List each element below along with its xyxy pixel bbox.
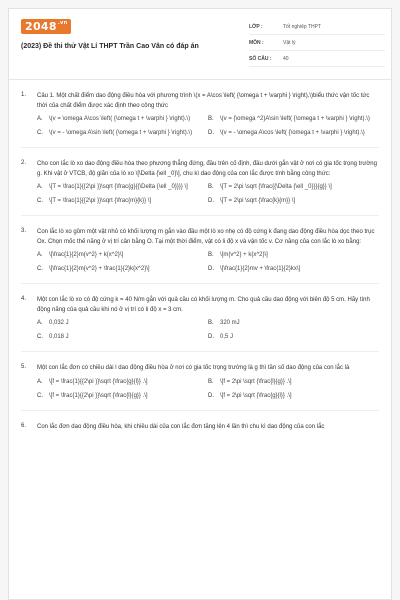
question-5 (21, 364, 379, 411)
option-letter: D. (208, 130, 214, 136)
option-letter: C. (37, 266, 43, 272)
meta-row-subject (249, 35, 385, 51)
question-number: 5. (21, 364, 27, 370)
meta-value: 40 (283, 55, 289, 62)
option-c[interactable] (37, 333, 208, 342)
option-d[interactable] (208, 392, 379, 401)
option-a[interactable] (37, 251, 208, 260)
question-2 (21, 160, 379, 216)
option-letter: A. (37, 252, 43, 258)
option-text: \[f = \frac{1}{{2\pi }}\sqrt {\frac{l}{g}} .\] (49, 392, 148, 399)
option-a[interactable] (37, 378, 208, 387)
question-number: 4. (21, 296, 27, 302)
option-letter: A. (37, 378, 43, 385)
option-c[interactable] (37, 129, 208, 138)
option-text: \[T = 2\pi \sqrt {\frac{k}{m}} \] (220, 198, 296, 204)
option-c[interactable] (37, 197, 208, 206)
meta-row-class (249, 19, 385, 35)
option-letter: B. (208, 378, 214, 385)
option-text: 0,5 J (220, 334, 234, 340)
option-text: 0,032 J (49, 320, 69, 326)
meta-label: SỐ CÂU : (249, 55, 272, 62)
option-text: \(v = {\omega ^2}A\sin \left( {\omega t + \varphi } \right).\) (220, 116, 370, 122)
option-letter: D. (208, 392, 214, 399)
option-text: \[T = 2\pi \sqrt {\frac{{\Delta {\ell _0}}}{g}} \] (220, 184, 332, 190)
option-text: \[T = \frac{1}{{2\pi }}\sqrt {\frac{g}{{\Delta {\ell _0}}}} \] (49, 184, 188, 190)
question-text: Một con lắc đơn có chiều dài l dao động điều hòa ở nơi có gia tốc trọng trường là g thì tần số dao động của con lắc là (37, 365, 350, 371)
option-letter: B. (208, 252, 214, 258)
question-number: 1. (21, 92, 27, 98)
option-b[interactable] (208, 115, 379, 124)
option-a[interactable] (37, 319, 208, 328)
option-d[interactable] (208, 265, 379, 274)
logo-suffix: .vn (57, 20, 68, 26)
option-text: 0,018 J (49, 334, 69, 340)
logo-text: 2048 (25, 20, 57, 33)
option-text: \[f = 2\pi \sqrt {\frac{g}{l}} .\] (220, 392, 292, 399)
answer-options (37, 378, 379, 406)
question-text: Con lắc lò xo gồm một vật nhỏ có khối lượng m gắn vào đầu một lò xo nhẹ có độ cứng k đang dao động điều hòa dọc theo trục Ox. Chọn mốc thế năng ở vị trí cân bằng O. Tại một thời điểm, vật có li độ x và vận tốc v. Cơ năng của con lắc lò xo bằng: (37, 229, 375, 245)
question-text: Cho con lắc lò xo dao động điều hòa theo phương thẳng đứng, đầu trên cố định, đầu dưới gắn vật ở nơi có gia tốc trọng trường g. Khi vật ở VTCB, độ giãn của lò xo \[\Delta {\ell _0}\], chu kì dao động của con lắc được tính bằng công thức: (37, 161, 377, 177)
question-text: Câu 1. Một chất điểm dao động điều hòa với phương trình \(x = A\cos \left( {\omega t + \varphi } \right),\)biểu thức vận tốc tức thời của chất điểm được xác định theo công thức (37, 93, 370, 109)
option-c[interactable] (37, 392, 208, 401)
meta-label: LỚP : (249, 23, 263, 30)
option-letter: A. (37, 320, 43, 326)
option-text: \(v = \omega A\cos \left( {\omega t + \varphi } \right).\) (49, 116, 191, 122)
meta-value: Tốt nghiệp THPT (283, 23, 321, 30)
option-letter: B. (208, 320, 214, 326)
answer-options (37, 183, 379, 211)
question-text: Con lắc đơn dao động điều hòa, khi chiều dài của con lắc đơn tăng lên 4 lần thì chu kì dao động của con lắc (37, 423, 325, 430)
option-text: \(v = - \omega A\cos \left( {\omega t + \varphi } \right).\) (220, 130, 365, 136)
question-1 (21, 92, 379, 148)
option-b[interactable] (208, 319, 379, 328)
question-list (9, 92, 391, 432)
option-text: \[\frac{1}{2}mv + \frac{1}{2}kx\] (220, 266, 301, 272)
site-logo[interactable] (21, 19, 71, 34)
option-d[interactable] (208, 197, 379, 206)
option-c[interactable] (37, 265, 208, 274)
option-letter: A. (37, 116, 43, 122)
option-a[interactable] (37, 183, 208, 192)
answer-options (37, 115, 379, 143)
option-letter: D. (208, 198, 214, 204)
option-b[interactable] (208, 378, 379, 387)
option-text: \(v = - \omega A\sin \left( {\omega t + \varphi } \right).\) (49, 130, 193, 136)
option-text: \[T = \frac{1}{{2\pi }}\sqrt {\frac{m}{k}} \] (49, 198, 152, 204)
option-letter: D. (208, 266, 214, 272)
meta-value: Vật lý (283, 39, 296, 46)
meta-label: MÔN : (249, 39, 264, 46)
answer-options (37, 319, 379, 347)
option-letter: C. (37, 334, 43, 340)
option-letter: C. (37, 130, 43, 136)
option-text: \[m{v^2} + k{x^2}\] (220, 252, 268, 258)
option-text: \[\frac{1}{2}m{v^2} + k{x^2}\] (49, 252, 124, 258)
option-text: \[f = \frac{1}{{2\pi }}\sqrt {\frac{g}{l}} .\] (49, 378, 148, 385)
meta-table (249, 19, 385, 67)
question-number: 2. (21, 160, 27, 166)
option-a[interactable] (37, 115, 208, 124)
option-letter: C. (37, 392, 43, 399)
option-letter: B. (208, 116, 214, 122)
option-b[interactable] (208, 183, 379, 192)
option-text: \[\frac{1}{2}m{v^2} + \frac{1}{2}k{x^2}\] (49, 266, 150, 272)
question-6 (21, 423, 379, 433)
document-header (9, 9, 391, 80)
question-number: 6. (21, 422, 27, 429)
answer-options (37, 251, 379, 279)
option-d[interactable] (208, 129, 379, 138)
question-3 (21, 228, 379, 284)
option-d[interactable] (208, 333, 379, 342)
option-letter: B. (208, 184, 214, 190)
option-letter: D. (208, 334, 214, 340)
question-4 (21, 296, 379, 352)
question-text: Một con lắc lò xo có độ cứng k = 40 N/m gắn với quả cầu có khối lượng m. Cho quả cầu dao động với biên độ 5 cm. Hãy tính động năng của quả cầu khi nó ở vị trí có li độ x = 3 cm. (37, 297, 370, 313)
option-b[interactable] (208, 251, 379, 260)
document-page (8, 8, 392, 600)
document-title: (2023) Đề thi thử Vật Lí THPT Trần Cao Vân có đáp án (21, 43, 199, 50)
option-letter: C. (37, 198, 43, 204)
option-letter: A. (37, 184, 43, 190)
option-text: 320 mJ (220, 320, 240, 326)
question-number: 3. (21, 228, 27, 234)
meta-row-count (249, 51, 385, 67)
option-text: \[f = 2\pi \sqrt {\frac{l}{g}} .\] (220, 378, 292, 385)
